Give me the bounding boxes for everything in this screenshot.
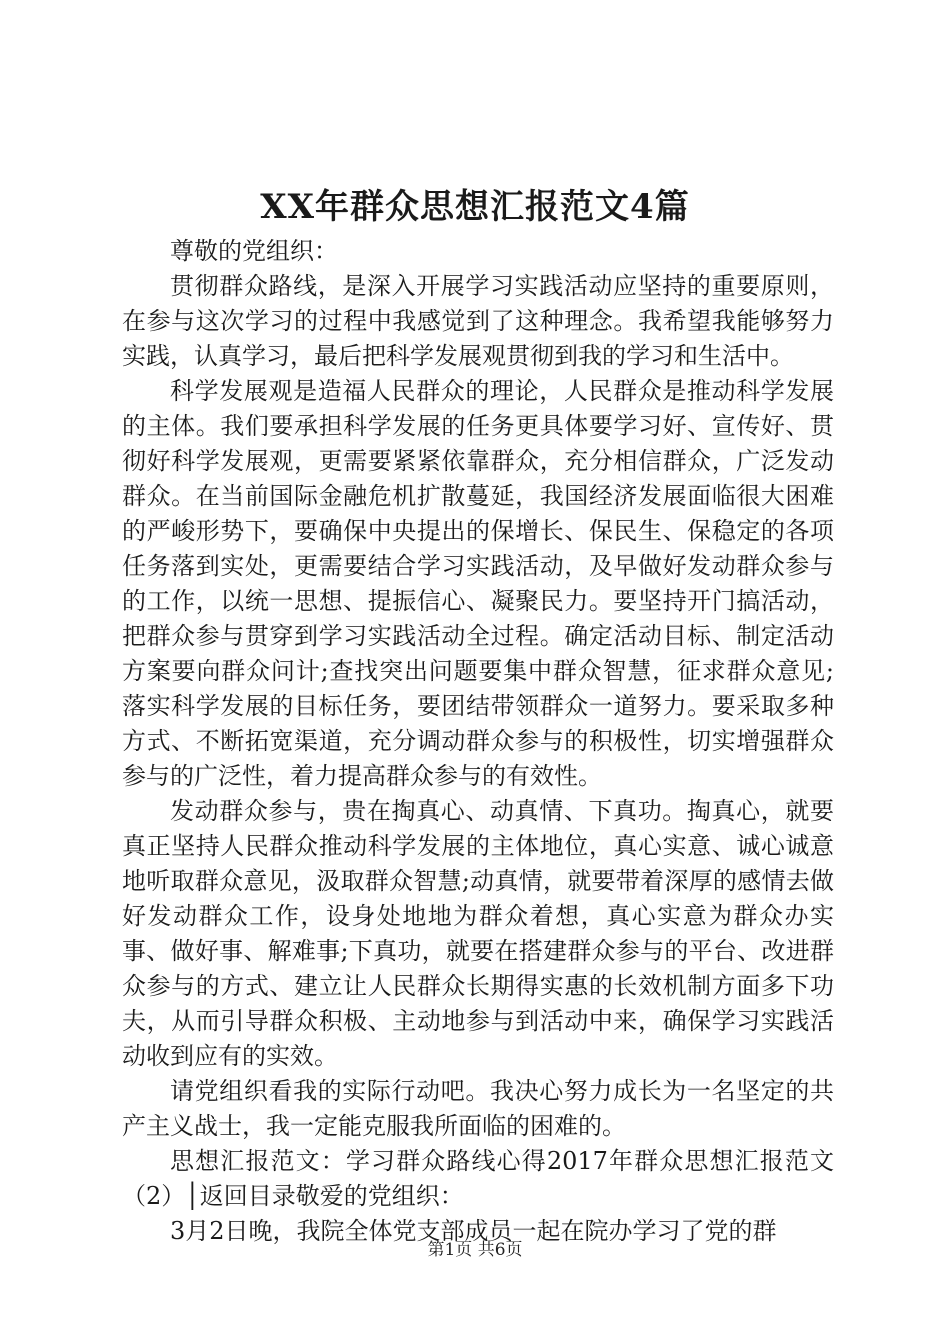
body-paragraph: 科学发展观是造福人民群众的理论，人民群众是推动科学发展的主体。我们要承担科学发展的任务更具体要学习好、宣传好、贯彻好科学发展观，更需要紧紧依靠群众，充分相信群众，广泛发动群众。在当前国际金融危机扩散蔓延，我国经济发展面临很大困难的严峻形势下，要确保中央提出的保增长、保民生、保稳定的各项任务落到实处，更需要结合学习实践活动，及早做好发动群众参与的工作，以统一思想、提振信心、凝聚民力。要坚持开门搞活动，把群众参与贯穿到学习实践活动全过程。确定活动目标、制定活动方案要向群众问计;查找突出问题要集中群众智慧，征求群众意见;落实科学发展的目标任务，要团结带领群众一道努力。要采取多种方式、不断拓宽渠道，充分调动群众参与的积极性，切实增强群众参与的广泛性，着力提高群众参与的有效性。 xyxy=(122,377,834,790)
body-paragraph: 发动群众参与，贵在掏真心、动真情、下真功。掏真心，就要真正坚持人民群众推动科学发展的主体地位，真心实意、诚心诚意地听取群众意见，汲取群众智慧;动真情，就要带着深厚的感情去做好发动群众工作，设身处地地为群众着想，真心实意为群众办实事、做好事、解难事;下真功，就要在搭建群众参与的平台、改进群众参与的方式、建立让人民群众长期得实惠的长效机制方面多下功夫，从而引导群众积极、主动地参与到活动中来，确保学习实践活动收到应有的实效。 xyxy=(122,797,834,1070)
body-paragraph: 3月2日晚，我院全体党支部成员一起在院办学习了党的群 xyxy=(170,1217,777,1245)
salutation: 尊敬的党组织： xyxy=(170,237,338,265)
body-paragraph: 贯彻群众路线，是深入开展学习实践活动应坚持的重要原则，在参与这次学习的过程中我感觉到了这种理念。我希望我能够努力实践，认真学习，最后把科学发展观贯彻到我的学习和生活中。 xyxy=(122,272,834,370)
body-paragraph: 思想汇报范文：学习群众路线心得2017年群众思想汇报范文（2）│返回目录敬爱的党组织： xyxy=(122,1147,834,1210)
document-body xyxy=(122,234,834,1249)
page-footer: 第1页 共6页 xyxy=(427,1240,523,1260)
document-title: XX年群众思想汇报范文4篇 xyxy=(260,187,690,227)
body-paragraph: 请党组织看我的实际行动吧。我决心努力成长为一名坚定的共产主义战士，我一定能克服我所面临的困难的。 xyxy=(122,1077,834,1140)
